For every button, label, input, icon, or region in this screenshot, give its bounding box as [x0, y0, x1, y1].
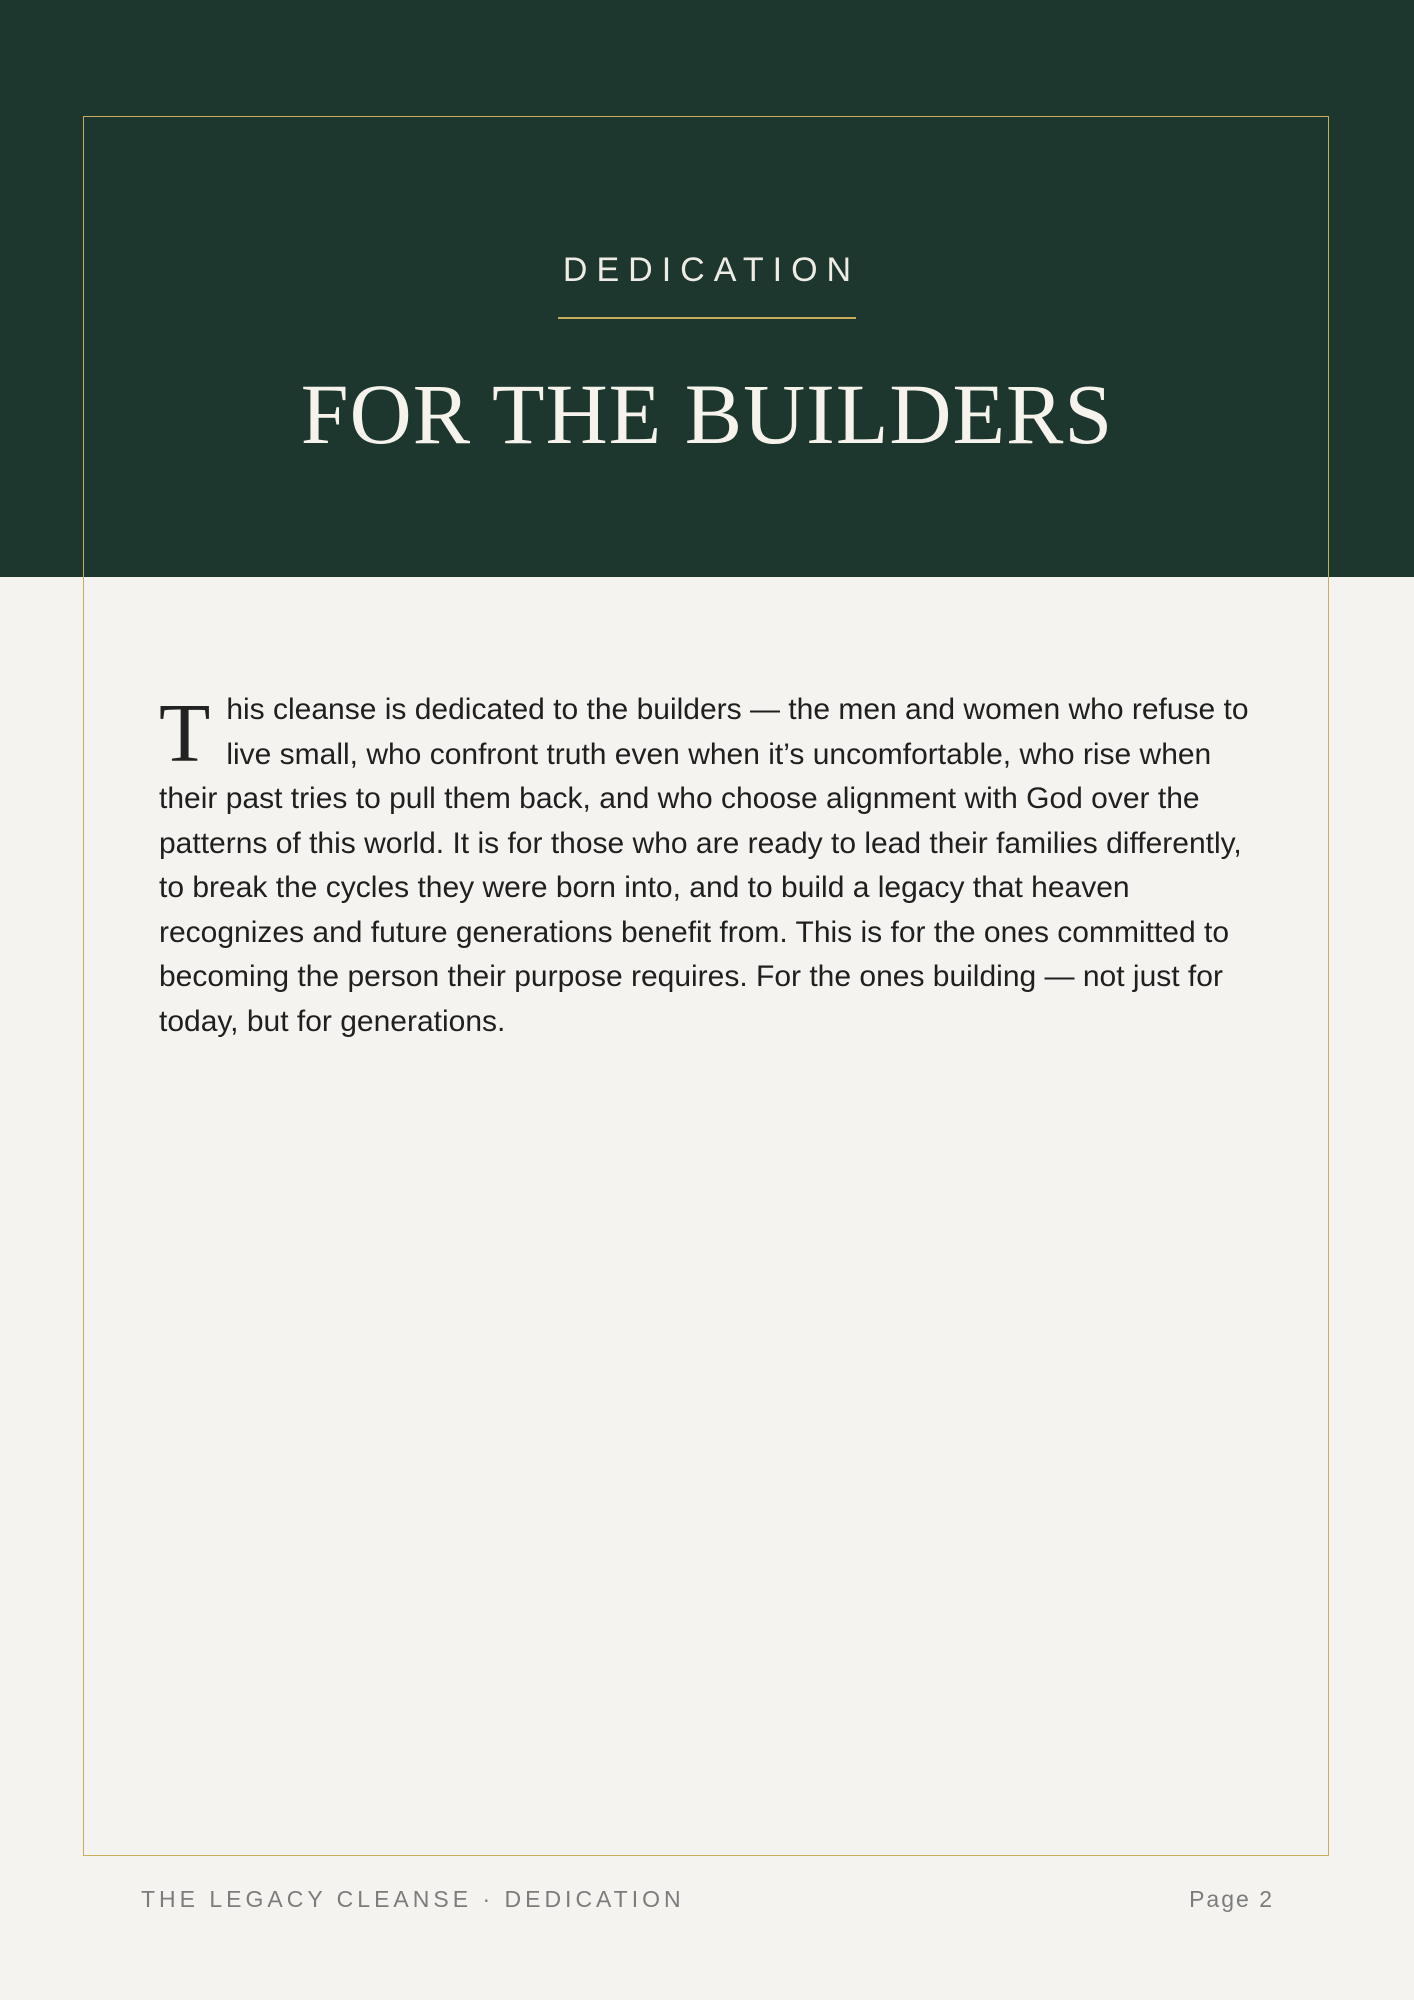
footer-running-title: THE LEGACY CLEANSE · DEDICATION [141, 1886, 685, 1912]
eyebrow-divider [558, 317, 856, 319]
dedication-paragraph [159, 688, 1269, 1044]
section-eyebrow: DEDICATION [562, 251, 861, 289]
page-number: Page 2 [1189, 1886, 1274, 1912]
page-title: FOR THE BUILDERS [300, 366, 1114, 462]
dedication-text: his cleanse is dedicated to the builders — the men and women who refuse to live small, who confront truth even when it’s uncomfortable, who rise when their past tries to pull them back, and who choose alignment with God over the patterns of this world. It is for those who are ready to lead their families differently, to break the cycles they were born into, and to build a legacy that heaven recognizes and future generations benefit from. This is for the ones committed to becoming the person their purpose requires. For the ones building — not just for today, but for generations. [159, 693, 1249, 1038]
drop-cap: T [159, 687, 211, 780]
